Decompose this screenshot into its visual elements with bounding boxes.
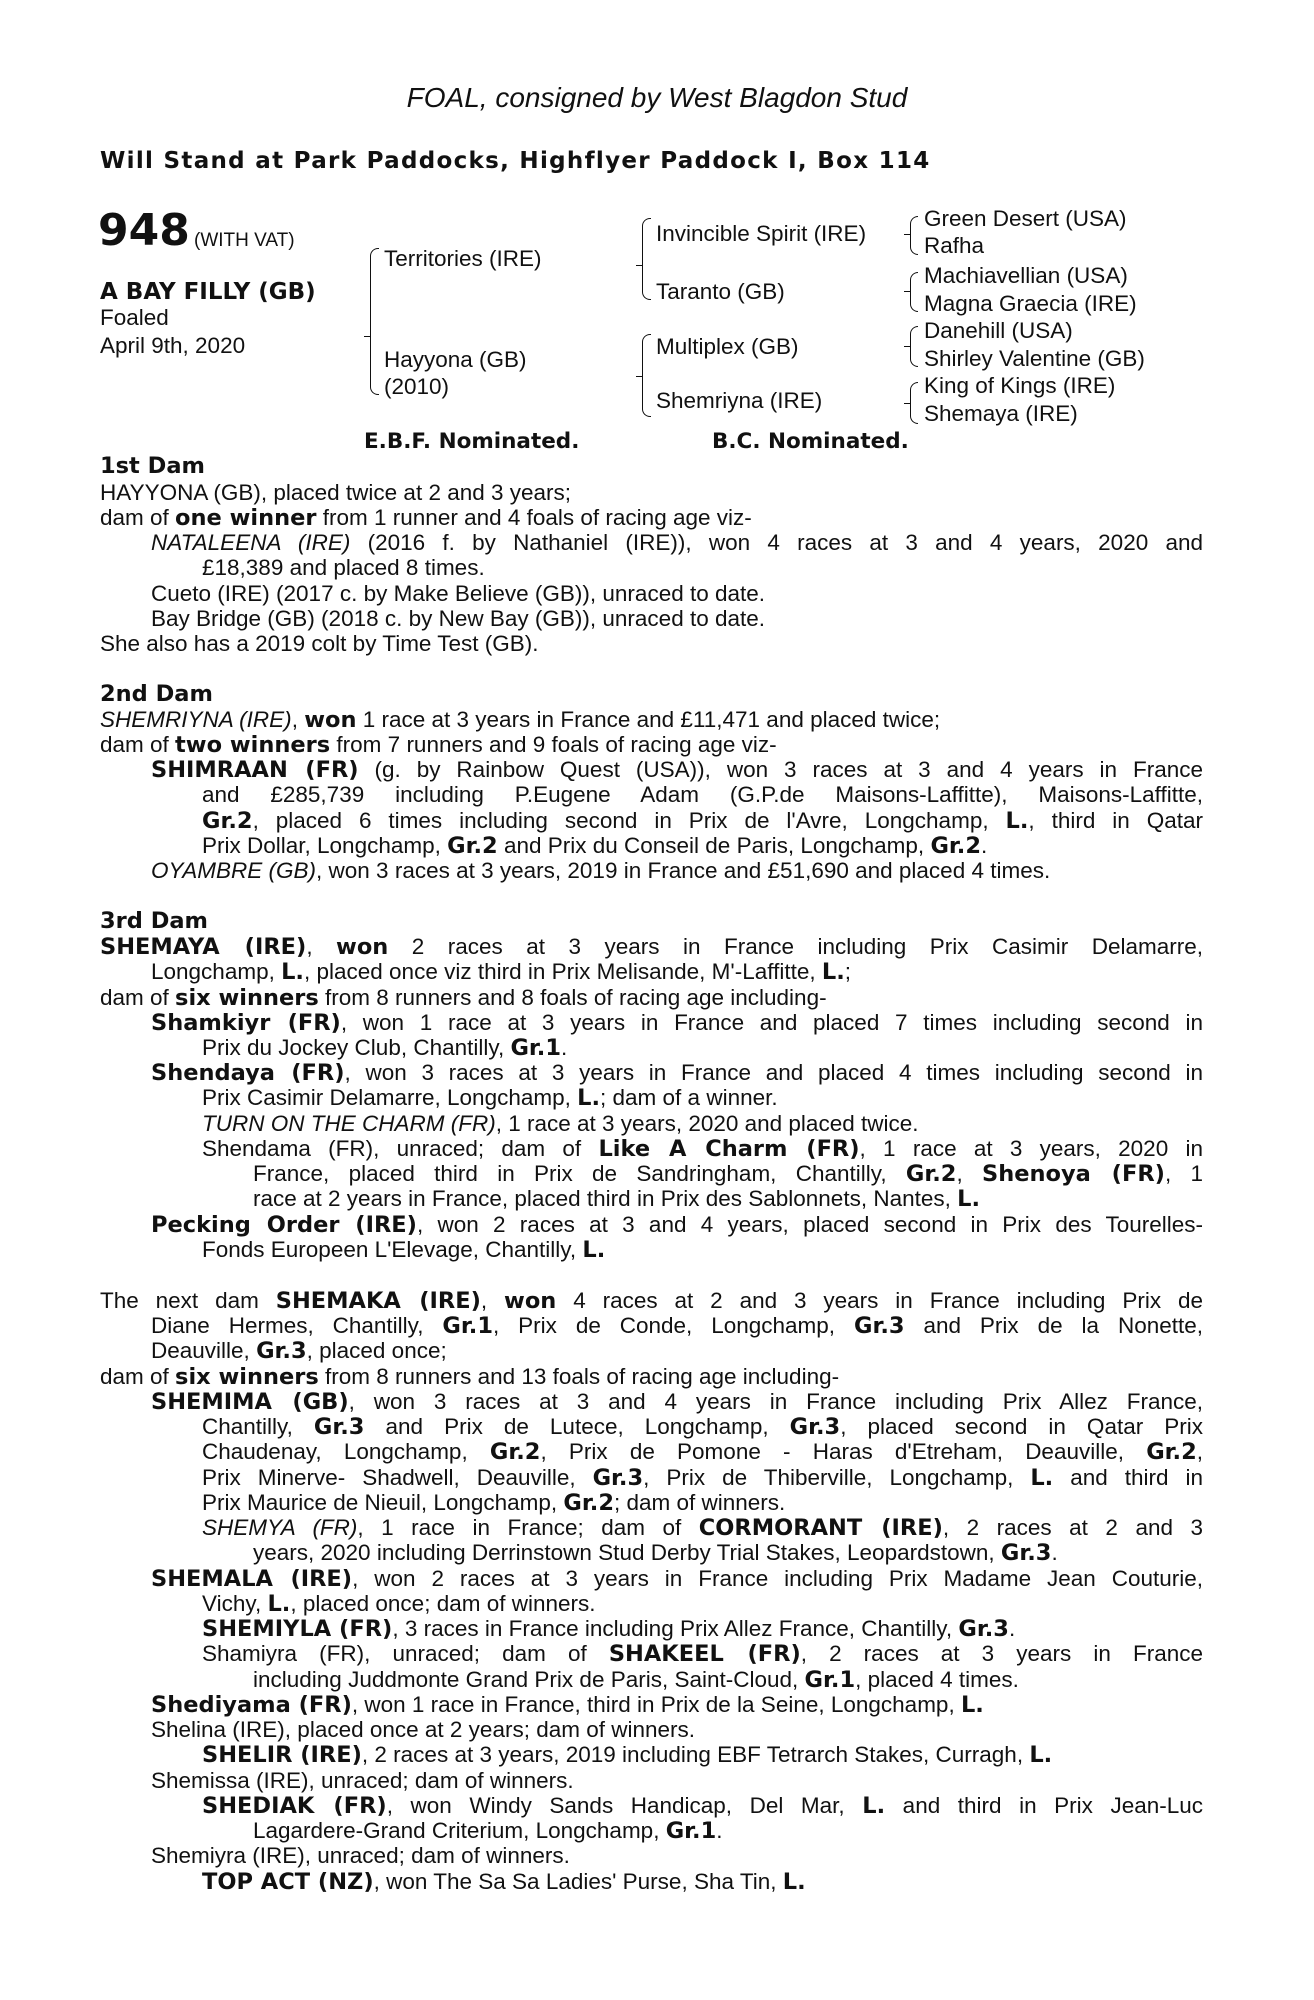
text-span: , Prix de Thiberville, Longchamp, <box>643 1465 1031 1490</box>
next-dam-line <box>202 1742 1052 1768</box>
third-dam-line <box>202 1237 605 1263</box>
text-span: Prix Maurice de Nieuil, Longchamp, <box>202 1490 564 1515</box>
text-span: L. <box>862 1793 886 1819</box>
text-span: L. <box>782 1869 806 1895</box>
third-dam-line <box>151 1212 1203 1238</box>
pedigree-brace <box>642 376 651 417</box>
text-span: (g. by Rainbow Quest (USA)), won 3 races at 3 and 4 years in France <box>358 757 1204 782</box>
next-dam-line <box>202 1641 1203 1667</box>
vat-label: (WITH VAT) <box>194 230 295 251</box>
lot-number: 948 <box>98 205 190 256</box>
text-span: Gr.2 <box>905 1161 957 1187</box>
third-dam-line <box>202 1136 1203 1162</box>
text-span: won <box>304 707 357 733</box>
text-span: and Prix de Lutece, Longchamp, <box>364 1414 790 1439</box>
next-dam-line <box>253 1540 1058 1566</box>
first-dam-line: She also has a 2019 colt by Time Test (GB). <box>100 631 539 656</box>
text-span: Gr.3 <box>853 1313 905 1339</box>
pedigree-dam: Hayyona (GB) <box>384 347 527 372</box>
text-span: , placed second in Qatar Prix <box>840 1414 1203 1439</box>
next-dam-line <box>202 1414 1203 1440</box>
text-span: SHEMALA (IRE) <box>151 1566 353 1592</box>
text-span: L. <box>1029 1742 1053 1768</box>
text-span: (2016 f. by Nathaniel (IRE)), won 4 races at 3 and 4 years, 2020 and <box>350 530 1203 555</box>
text-span: , 3 races in France including Prix Allez France, Chantilly, <box>392 1616 959 1641</box>
next-dam-line <box>202 1591 596 1617</box>
text-span: six winners <box>175 1364 319 1390</box>
text-span: , 1 race at 3 years, 2020 in <box>859 1136 1203 1161</box>
text-span: SHEMRIYNA (IRE) <box>100 707 292 732</box>
text-span: ; dam of a winner. <box>600 1085 778 1110</box>
text-span: , Prix de Pomone - Haras d'Etreham, Deauville, <box>540 1439 1147 1464</box>
third-dam-line <box>202 1035 567 1061</box>
pedigree-ggs-2: Rafha <box>924 233 985 258</box>
text-span: Gr.2 <box>930 833 981 859</box>
text-span: , 2 races at 2 and 3 <box>942 1515 1203 1540</box>
text-span: Gr.3 <box>256 1338 307 1364</box>
pedigree-ggs-7: King of Kings (IRE) <box>924 373 1116 398</box>
ebf-nominated: E.B.F. Nominated. <box>364 429 580 454</box>
next-dam-line <box>202 1465 1203 1491</box>
text-span: Lagardere-Grand Criterium, Longchamp, <box>253 1818 666 1843</box>
text-span: and Prix de la Nonette, <box>904 1313 1204 1338</box>
next-dam-line <box>202 1490 785 1516</box>
text-span: . <box>716 1818 723 1843</box>
pedigree-brace <box>364 336 370 337</box>
next-dam-line <box>151 1692 984 1718</box>
text-span: SHEMIYLA (FR) <box>202 1616 393 1642</box>
pedigree-brace <box>910 326 918 347</box>
text-span: Diane Hermes, Chantilly, <box>151 1313 443 1338</box>
text-span: , won 1 race at 3 years in France and placed 7 times including second in <box>340 1010 1203 1035</box>
text-span: Gr.2 <box>563 1490 614 1516</box>
first-dam-line: £18,389 and placed 8 times. <box>202 555 485 580</box>
text-span: from 8 runners and 8 foals of racing age including- <box>318 985 827 1010</box>
third-dam-line <box>202 1111 919 1136</box>
text-span: Vichy, <box>202 1591 268 1616</box>
text-span: L. <box>577 1085 601 1111</box>
text-span: L. <box>960 1692 984 1718</box>
text-span: , placed 4 times. <box>855 1667 1019 1692</box>
text-span: , Prix de Conde, Longchamp, <box>492 1313 854 1338</box>
text-span: The next dam <box>100 1288 276 1313</box>
text-span: , 2 races at 3 years in France <box>800 1641 1203 1666</box>
text-span: Chantilly, <box>202 1414 314 1439</box>
text-span: Gr.1 <box>665 1818 717 1844</box>
text-span: 1 race at 3 years in France and £11,471 and placed twice; <box>356 707 941 732</box>
text-span: won <box>336 934 389 960</box>
text-span: France, placed third in Prix de Sandringham, Chantilly, <box>253 1161 906 1186</box>
text-span: including Juddmonte Grand Prix de Paris, Saint-Cloud, <box>253 1667 805 1692</box>
third-dam-line <box>202 1085 778 1111</box>
text-span: 2 races at 3 years in France including Prix Casimir Delamarre, <box>388 934 1203 959</box>
next-dam-line <box>151 1313 1203 1339</box>
text-span: dam of <box>100 1364 176 1389</box>
text-span: one winner <box>175 505 317 531</box>
text-span: , won 1 race in France, third in Prix de la Seine, Longchamp, <box>351 1692 961 1717</box>
pedigree-brace <box>636 376 642 377</box>
text-span: Prix Casimir Delamarre, Longchamp, <box>202 1085 578 1110</box>
text-span: . <box>1051 1540 1058 1565</box>
pedigree-brace <box>642 334 651 377</box>
text-span: , 2 races at 3 years, 2019 including EBF Tetrarch Stakes, Curragh, <box>361 1742 1030 1767</box>
text-span: SHEDIAK (FR) <box>202 1793 387 1819</box>
second-dam-line: and £285,739 including P.Eugene Adam (G.P.de Maisons-Laffitte), Maisons-Laffitte, <box>202 782 1203 807</box>
third-dam-line <box>151 1060 1203 1086</box>
pedigree-brace <box>370 248 379 337</box>
pedigree-brace <box>904 234 910 235</box>
second-dam-line <box>202 833 987 859</box>
text-span: Shendama (FR), unraced; dam of <box>202 1136 599 1161</box>
text-span: ; dam of winners. <box>613 1490 786 1515</box>
text-span: OYAMBRE (GB) <box>151 858 317 883</box>
text-span: L. <box>281 959 304 985</box>
text-span: Shediyama (FR) <box>151 1692 352 1718</box>
text-span: SHEMAYA (IRE) <box>100 934 307 960</box>
catalogue-title: FOAL, consigned by West Blagdon Stud <box>406 82 908 113</box>
third-dam-line <box>253 1186 980 1212</box>
text-span: Gr.1 <box>442 1313 493 1339</box>
text-span: Chaudenay, Longchamp, <box>202 1439 490 1464</box>
next-dam-line: Shemissa (IRE), unraced; dam of winners. <box>151 1768 574 1793</box>
pedigree-brace <box>370 336 379 395</box>
text-span: , 1 <box>1164 1161 1203 1186</box>
pedigree-dam-sire: Multiplex (GB) <box>656 334 799 359</box>
first-dam-line: Cueto (IRE) (2017 c. by Make Believe (GB)), unraced to date. <box>151 581 766 606</box>
foaled-date: April 9th, 2020 <box>100 333 246 358</box>
pedigree-dam-year: (2010) <box>384 374 450 399</box>
text-span: L. <box>267 1591 291 1617</box>
text-span: , placed once viz third in Prix Melisande, M'-Laffitte, <box>303 959 822 984</box>
text-span: Shamiyra (FR), unraced; dam of <box>202 1641 609 1666</box>
text-span: , third in Qatar <box>1028 808 1204 833</box>
text-span: Gr.3 <box>958 1616 1009 1642</box>
pedigree-brace <box>910 403 918 424</box>
pedigree-dam-dam: Shemriyna (IRE) <box>656 388 823 413</box>
first-dam-line <box>151 530 1203 555</box>
second-dam-heading: 2nd Dam <box>100 681 213 707</box>
third-dam-line <box>253 1161 1203 1187</box>
text-span: , <box>956 1161 982 1186</box>
text-span: TOP ACT (NZ) <box>202 1869 374 1895</box>
text-span: SHIMRAAN (FR) <box>151 757 359 783</box>
text-span: Gr.2 <box>447 833 498 859</box>
pedigree-ggs-3: Machiavellian (USA) <box>924 263 1128 288</box>
pedigree-brace <box>910 216 918 235</box>
text-span: Shendaya (FR) <box>151 1060 345 1086</box>
text-span: Gr.2 <box>1146 1439 1197 1465</box>
text-span: Gr.3 <box>1000 1540 1052 1566</box>
text-span: years, 2020 including Derrinstown Stud Derby Trial Stakes, Leopardstown, <box>253 1540 1001 1565</box>
text-span: Like A Charm (FR) <box>598 1136 860 1162</box>
text-span: ; <box>844 959 852 984</box>
next-dam-line <box>202 1439 1203 1465</box>
next-dam-line <box>202 1869 806 1895</box>
text-span: Shenoya (FR) <box>981 1161 1165 1187</box>
text-span: Gr.3 <box>789 1414 841 1440</box>
next-dam-line <box>253 1818 723 1844</box>
next-dam-line <box>100 1288 1203 1314</box>
text-span: Gr.3 <box>313 1414 365 1440</box>
text-span: Fonds Europeen L'Elevage, Chantilly, <box>202 1237 583 1262</box>
next-dam-line <box>202 1793 1203 1819</box>
text-span: , won The Sa Sa Ladies' Purse, Sha Tin, <box>373 1869 783 1894</box>
third-dam-line <box>100 934 1203 960</box>
text-span: L. <box>1005 808 1029 834</box>
pedigree-brace <box>910 346 918 367</box>
second-dam-line <box>151 757 1203 783</box>
second-dam-line <box>100 732 777 758</box>
third-dam-heading: 3rd Dam <box>100 908 208 934</box>
pedigree-brace <box>910 382 918 404</box>
text-span: Gr.3 <box>592 1465 644 1491</box>
text-span: and Prix du Conseil de Paris, Longchamp, <box>497 833 931 858</box>
text-span: Prix du Jockey Club, Chantilly, <box>202 1035 511 1060</box>
next-dam-line <box>202 1616 1015 1642</box>
pedigree-brace <box>904 346 910 347</box>
third-dam-line <box>151 1010 1203 1036</box>
lot-name: A BAY FILLY (GB) <box>100 279 316 305</box>
second-dam-line <box>100 707 940 733</box>
first-dam-line: HAYYONA (GB), placed twice at 2 and 3 years; <box>100 480 572 505</box>
text-span: , <box>291 707 305 732</box>
first-dam-line: Bay Bridge (GB) (2018 c. by New Bay (GB)), unraced to date. <box>151 606 766 631</box>
text-span: Gr.1 <box>510 1035 562 1061</box>
text-span: L. <box>957 1186 981 1212</box>
text-span: and third in Prix Jean-Luc <box>885 1793 1204 1818</box>
pedigree-brace <box>910 291 918 312</box>
text-span: SHEMYA (FR) <box>202 1515 358 1540</box>
first-dam-line <box>100 505 752 531</box>
pedigree-sire-dam: Taranto (GB) <box>656 279 785 304</box>
text-span: dam of <box>100 505 176 530</box>
pedigree-brace <box>904 291 910 292</box>
text-span: , placed 6 times including second in Prix de l'Avre, Longchamp, <box>252 808 1006 833</box>
text-span: . <box>1008 1616 1016 1641</box>
text-span: CORMORANT (IRE) <box>698 1515 943 1541</box>
pedigree-ggs-5: Danehill (USA) <box>924 318 1073 343</box>
text-span: SHEMIMA (GB) <box>151 1389 349 1415</box>
pedigree-brace <box>642 218 651 266</box>
text-span: Prix Minerve- Shadwell, Deauville, <box>202 1465 593 1490</box>
text-span: from 8 runners and 13 foals of racing age including- <box>318 1364 840 1389</box>
next-dam-line <box>151 1338 447 1364</box>
text-span: Gr.2 <box>202 808 253 834</box>
pedigree-ggs-8: Shemaya (IRE) <box>924 401 1078 426</box>
text-span: , won 2 races at 3 years in France including Prix Madame Jean Couturie, <box>352 1566 1203 1591</box>
text-span: , won 3 races at 3 years, 2019 in France and £51,690 and placed 4 times. <box>316 858 1051 883</box>
text-span: , <box>306 934 337 959</box>
text-span: Deauville, <box>151 1338 257 1363</box>
text-span: six winners <box>175 985 319 1011</box>
text-span: TURN ON THE CHARM (FR) <box>202 1111 496 1136</box>
text-span: , placed once; <box>306 1338 447 1363</box>
next-dam-line <box>100 1364 839 1390</box>
text-span: Longchamp, <box>151 959 282 984</box>
text-span: SHEMAKA (IRE) <box>275 1288 481 1314</box>
text-span: Prix Dollar, Longchamp, <box>202 833 448 858</box>
text-span: race at 2 years in France, placed third in Prix des Sablonnets, Nantes, <box>253 1186 958 1211</box>
text-span: , won 3 races at 3 and 4 years in France including Prix Allez France, <box>348 1389 1203 1414</box>
foaled-label: Foaled <box>100 305 169 330</box>
text-span: SHELIR (IRE) <box>202 1742 362 1768</box>
pedigree-ggs-4: Magna Graecia (IRE) <box>924 291 1137 316</box>
pedigree-ggs-1: Green Desert (USA) <box>924 206 1127 231</box>
text-span: 4 races at 2 and 3 years in France including Prix de <box>556 1288 1203 1313</box>
text-span: L. <box>582 1237 606 1263</box>
text-span: dam of <box>100 985 176 1010</box>
second-dam-line <box>202 808 1203 834</box>
next-dam-line <box>202 1515 1203 1541</box>
text-span: dam of <box>100 732 176 757</box>
first-dam-heading: 1st Dam <box>100 453 205 479</box>
next-dam-line <box>253 1667 1019 1693</box>
text-span: Gr.2 <box>489 1439 541 1465</box>
text-span: L. <box>1030 1465 1054 1491</box>
text-span: , won Windy Sands Handicap, Del Mar, <box>386 1793 863 1818</box>
pedigree-brace <box>904 403 910 404</box>
text-span: , won 2 races at 3 and 4 years, placed second in Prix des Tourelles- <box>416 1212 1203 1237</box>
pedigree-brace <box>636 265 642 266</box>
pedigree-brace <box>910 234 918 255</box>
text-span: from 7 runners and 9 foals of racing age viz- <box>330 732 777 757</box>
next-dam-line: Shemiyra (IRE), unraced; dam of winners. <box>151 1843 570 1868</box>
text-span: and third in <box>1053 1465 1203 1490</box>
pedigree-brace <box>910 272 918 292</box>
text-span: , won 3 races at 3 years in France and placed 4 times including second in <box>344 1060 1203 1085</box>
text-span: Gr.1 <box>804 1667 856 1693</box>
text-span: from 1 runner and 4 foals of racing age viz- <box>316 505 752 530</box>
text-span: won <box>504 1288 557 1314</box>
pedigree-sire: Territories (IRE) <box>384 246 542 271</box>
text-span: . <box>981 833 988 858</box>
stand-location: Will Stand at Park Paddocks, Highflyer Paddock I, Box 114 <box>100 148 931 174</box>
text-span: , <box>1196 1439 1204 1464</box>
text-span: , placed once; dam of winners. <box>290 1591 596 1616</box>
text-span: Shamkiyr (FR) <box>151 1010 341 1036</box>
text-span: SHAKEEL (FR) <box>608 1641 801 1667</box>
text-span: . <box>561 1035 568 1060</box>
next-dam-line <box>151 1389 1203 1415</box>
text-span: , 1 race at 3 years, 2020 and placed twice. <box>495 1111 919 1136</box>
text-span: , <box>480 1288 505 1313</box>
pedigree-brace <box>642 265 651 300</box>
next-dam-line: Shelina (IRE), placed once at 2 years; dam of winners. <box>151 1717 696 1742</box>
text-span: L. <box>821 959 845 985</box>
next-dam-line <box>151 1566 1203 1592</box>
pedigree-sire-sire: Invincible Spirit (IRE) <box>656 221 867 246</box>
third-dam-line <box>100 985 827 1011</box>
third-dam-line <box>151 959 851 985</box>
text-span: two winners <box>175 732 331 758</box>
pedigree-ggs-6: Shirley Valentine (GB) <box>924 346 1145 371</box>
second-dam-line <box>151 858 1050 883</box>
bc-nominated: B.C. Nominated. <box>712 429 909 454</box>
text-span: Pecking Order (IRE) <box>151 1212 417 1238</box>
text-span: NATALEENA (IRE) <box>151 530 351 555</box>
text-span: , 1 race in France; dam of <box>357 1515 699 1540</box>
